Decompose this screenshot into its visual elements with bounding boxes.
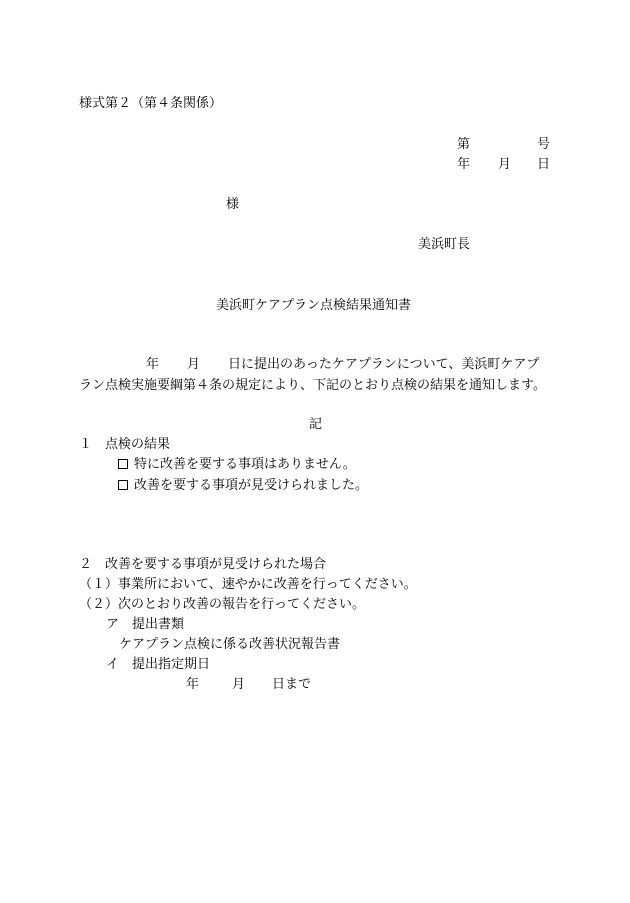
section2-heading: ２ 改善を要する事項が見受けられた場合 [79,557,327,572]
option-label: 改善を要する事項が見受けられました。 [134,478,369,493]
option-no-improvement [118,458,356,471]
body-line1: 日に提出のあったケアプランについて、美浜町ケアプ [228,357,540,372]
option-label: 特に改善を要する事項はありません。 [134,457,356,472]
section1-heading: １ 点検の結果 [79,437,171,452]
deadline-day: 日まで [272,677,312,692]
form-label: 様式第２（第４条関係） [79,96,223,111]
checkbox[interactable] [118,480,128,490]
body-line2: ラン点検実施要綱第４条の規定により、下記のとおり点検の結果を通知します。 [79,378,546,393]
submission-doc-name: ケアプラン点検に係る改善状況報告書 [119,637,341,652]
date-month: 月 [498,157,512,172]
deadline-heading: イ 提出指定期日 [106,657,211,672]
body-month: 月 [187,357,201,372]
ki-mark: 記 [309,417,323,432]
addressee-suffix: 様 [226,197,240,212]
section2-item2: （２）次のとおり改善の報告を行ってください。 [79,597,366,612]
issuer: 美浜町長 [418,237,471,252]
doc-number-suffix: 号 [537,137,551,152]
date-year: 年 [457,157,471,172]
doc-number-prefix: 第 [457,137,471,152]
body-year: 年 [146,357,160,372]
deadline-month: 月 [232,677,246,692]
date-day: 日 [537,157,551,172]
section2-item1: （１）事業所において、速やかに改善を行ってください。 [79,577,417,592]
document-title: 美浜町ケアプラン点検結果通知書 [216,298,412,313]
option-improvement-needed [118,479,368,492]
checkbox[interactable] [118,459,128,469]
submission-doc-heading: ア 提出書類 [106,617,185,632]
deadline-year: 年 [186,677,200,692]
